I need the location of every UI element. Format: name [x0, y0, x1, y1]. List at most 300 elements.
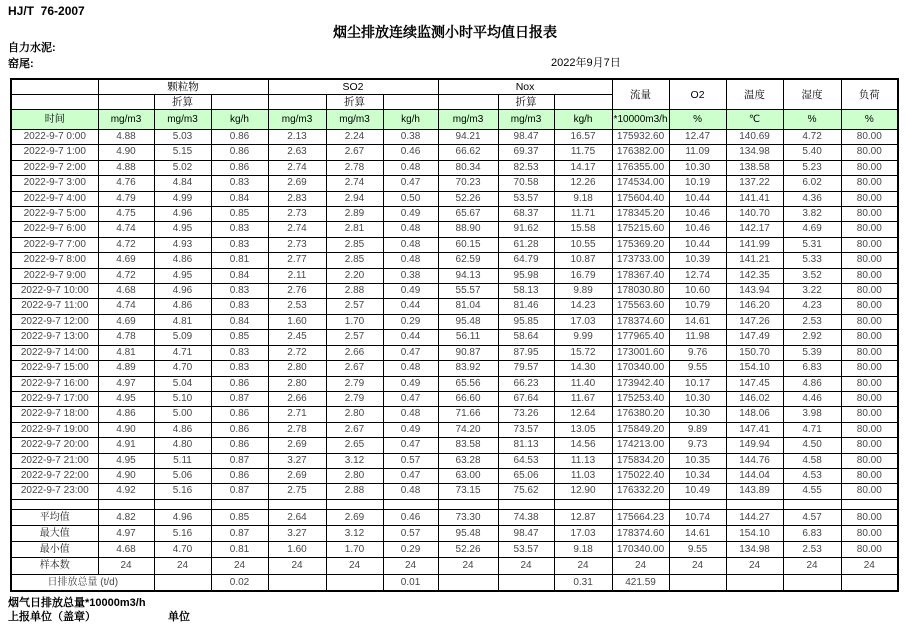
value-cell [726, 574, 783, 591]
value-cell: 4.88 [98, 160, 154, 175]
value-cell: 66.62 [438, 145, 498, 160]
value-cell: 80.00 [841, 438, 898, 453]
value-cell: 9.18 [554, 542, 612, 558]
value-cell: 2.92 [783, 330, 841, 345]
unit-cell: mg/m3 [154, 110, 211, 130]
time-cell: 2022-9-7 0:00 [11, 130, 98, 145]
value-cell: 2.74 [268, 160, 326, 175]
value-cell: 1.70 [326, 314, 383, 329]
hourly-row [11, 160, 898, 175]
value-cell: 11.98 [669, 330, 726, 345]
value-cell: 4.72 [98, 268, 154, 283]
value-cell: 74.38 [498, 509, 554, 525]
header-load: 负荷 [841, 79, 898, 110]
time-cell: 2022-9-7 20:00 [11, 438, 98, 453]
daily-total-label: 日排放总量 (t/d) [11, 574, 154, 591]
value-cell: 178374.60 [612, 525, 669, 541]
empty-cell [554, 95, 612, 110]
value-cell: 10.60 [669, 284, 726, 299]
summary-label: 平均值 [11, 509, 98, 525]
value-cell: 4.88 [98, 130, 154, 145]
header-flow: 流量 [612, 79, 669, 110]
value-cell: 2.53 [783, 314, 841, 329]
value-cell: 0.48 [383, 222, 438, 237]
value-cell: 0.86 [211, 145, 268, 160]
value-cell: 4.68 [98, 284, 154, 299]
value-cell: 75.62 [498, 484, 554, 499]
group-header-pm: 颗粒物 [98, 79, 268, 95]
value-cell: 4.95 [98, 391, 154, 406]
summary-row [11, 558, 898, 574]
value-cell: 174534.00 [612, 176, 669, 191]
value-cell: 140.70 [726, 207, 783, 222]
value-cell: 80.00 [841, 145, 898, 160]
value-cell: 4.78 [98, 330, 154, 345]
value-cell: 10.46 [669, 222, 726, 237]
value-cell: 0.49 [383, 207, 438, 222]
value-cell: 0.49 [383, 422, 438, 437]
empty-cell [498, 499, 554, 509]
value-cell: 5.11 [154, 453, 211, 468]
value-cell: 10.79 [669, 299, 726, 314]
value-cell: 81.46 [498, 299, 554, 314]
value-cell: 24 [783, 558, 841, 574]
value-cell: 3.22 [783, 284, 841, 299]
value-cell: 4.84 [154, 176, 211, 191]
unit-cell: kg/h [211, 110, 268, 130]
value-cell: 2.78 [268, 422, 326, 437]
value-cell: 24 [438, 558, 498, 574]
value-cell: 4.76 [98, 176, 154, 191]
value-cell: 170340.00 [612, 542, 669, 558]
value-cell: 173733.00 [612, 253, 669, 268]
value-cell: 73.57 [498, 422, 554, 437]
value-cell: 24 [612, 558, 669, 574]
hourly-row [11, 330, 898, 345]
value-cell: 95.85 [498, 314, 554, 329]
empty-cell [211, 499, 268, 509]
value-cell: 98.47 [498, 525, 554, 541]
value-cell: 24 [841, 558, 898, 574]
value-cell: 173942.40 [612, 376, 669, 391]
value-cell: 0.29 [383, 542, 438, 558]
value-cell: 2.13 [268, 130, 326, 145]
value-cell: 2.53 [783, 542, 841, 558]
value-cell: 11.13 [554, 453, 612, 468]
value-cell: 12.64 [554, 407, 612, 422]
value-cell: 4.69 [783, 222, 841, 237]
value-cell: 4.57 [783, 509, 841, 525]
value-cell: 0.84 [211, 191, 268, 206]
value-cell: 0.49 [383, 284, 438, 299]
value-cell: 2.69 [268, 176, 326, 191]
value-cell: 2.88 [326, 484, 383, 499]
value-cell: 67.64 [498, 391, 554, 406]
empty-cell [383, 95, 438, 110]
value-cell: 4.96 [154, 509, 211, 525]
value-cell: 5.15 [154, 145, 211, 160]
value-cell: 175253.40 [612, 391, 669, 406]
summary-rows [11, 499, 898, 591]
value-cell: 24 [498, 558, 554, 574]
value-cell: 88.90 [438, 222, 498, 237]
value-cell: 0.83 [211, 237, 268, 252]
value-cell: 2.80 [268, 361, 326, 376]
value-cell: 5.16 [154, 484, 211, 499]
value-cell: 80.00 [841, 207, 898, 222]
value-cell: 0.86 [211, 422, 268, 437]
value-cell: 0.85 [211, 330, 268, 345]
value-cell: 178367.40 [612, 268, 669, 283]
value-cell: 0.29 [383, 314, 438, 329]
time-cell: 2022-9-7 8:00 [11, 253, 98, 268]
value-cell: 141.41 [726, 191, 783, 206]
value-cell: 1.70 [326, 542, 383, 558]
value-cell: 2.85 [326, 253, 383, 268]
header-temperature: 温度 [726, 79, 783, 110]
unit-cell: kg/h [383, 110, 438, 130]
value-cell: 5.16 [154, 525, 211, 541]
unit-label: 单位 [168, 611, 190, 623]
value-cell: 80.00 [841, 391, 898, 406]
value-cell: 0.87 [211, 453, 268, 468]
value-cell: 10.87 [554, 253, 612, 268]
unit-cell: kg/h [554, 110, 612, 130]
value-cell: 149.94 [726, 438, 783, 453]
value-cell: 70.58 [498, 176, 554, 191]
header-time: 时间 [11, 110, 98, 130]
unit-cell: *10000m3/h [612, 110, 669, 130]
value-cell: 10.35 [669, 453, 726, 468]
value-cell: 177965.40 [612, 330, 669, 345]
value-cell: 178345.20 [612, 207, 669, 222]
empty-cell [383, 499, 438, 509]
value-cell: 2.83 [268, 191, 326, 206]
value-cell: 80.00 [841, 376, 898, 391]
value-cell: 4.93 [154, 237, 211, 252]
value-cell: 9.76 [669, 345, 726, 360]
hourly-row [11, 207, 898, 222]
value-cell: 64.53 [498, 453, 554, 468]
value-cell: 9.73 [669, 438, 726, 453]
hourly-row [11, 299, 898, 314]
hourly-row [11, 345, 898, 360]
value-cell: 2.20 [326, 268, 383, 283]
value-cell: 4.96 [154, 284, 211, 299]
time-cell: 2022-9-7 16:00 [11, 376, 98, 391]
value-cell: 2.72 [268, 345, 326, 360]
value-cell: 10.17 [669, 376, 726, 391]
page-title: 烟尘排放连续监测小时平均值日报表 [333, 24, 557, 40]
value-cell: 12.47 [669, 130, 726, 145]
value-cell: 95.48 [438, 525, 498, 541]
value-cell: 0.83 [211, 345, 268, 360]
value-cell: 0.86 [211, 407, 268, 422]
value-cell: 175664.23 [612, 509, 669, 525]
value-cell [783, 574, 841, 591]
empty-cell [841, 499, 898, 509]
value-cell: 1.60 [268, 542, 326, 558]
value-cell: 154.10 [726, 361, 783, 376]
value-cell: 1.60 [268, 314, 326, 329]
value-cell: 148.06 [726, 407, 783, 422]
value-cell: 5.39 [783, 345, 841, 360]
hourly-row [11, 176, 898, 191]
value-cell: 2.69 [326, 509, 383, 525]
value-cell: 24 [726, 558, 783, 574]
value-cell: 12.90 [554, 484, 612, 499]
value-cell: 2.67 [326, 361, 383, 376]
value-cell: 70.23 [438, 176, 498, 191]
value-cell: 2.63 [268, 145, 326, 160]
value-cell: 24 [554, 558, 612, 574]
value-cell: 0.86 [211, 438, 268, 453]
value-cell: 4.91 [98, 438, 154, 453]
value-cell: 0.83 [211, 284, 268, 299]
hourly-row [11, 422, 898, 437]
value-cell: 10.44 [669, 237, 726, 252]
value-cell: 80.00 [841, 237, 898, 252]
empty-cell [669, 499, 726, 509]
value-cell: 0.57 [383, 525, 438, 541]
value-cell: 154.10 [726, 525, 783, 541]
value-cell: 24 [383, 558, 438, 574]
value-cell: 0.87 [211, 525, 268, 541]
empty-cell [211, 95, 268, 110]
summary-label: 样本数 [11, 558, 98, 574]
value-cell: 143.89 [726, 484, 783, 499]
value-cell: 4.71 [154, 345, 211, 360]
value-cell: 142.35 [726, 268, 783, 283]
value-cell: 60.15 [438, 237, 498, 252]
value-cell: 2.81 [326, 222, 383, 237]
value-cell: 4.53 [783, 468, 841, 483]
value-cell: 134.98 [726, 542, 783, 558]
value-cell: 10.30 [669, 391, 726, 406]
value-cell: 0.81 [211, 253, 268, 268]
value-cell: 4.71 [783, 422, 841, 437]
report-date: 2022年9月7日 [551, 57, 621, 69]
value-cell: 4.97 [98, 525, 154, 541]
value-cell: 175215.60 [612, 222, 669, 237]
value-cell: 0.83 [211, 361, 268, 376]
value-cell: 0.48 [383, 407, 438, 422]
value-cell: 2.75 [268, 484, 326, 499]
value-cell: 10.34 [669, 468, 726, 483]
value-cell: 65.67 [438, 207, 498, 222]
value-cell: 0.48 [383, 361, 438, 376]
time-cell: 2022-9-7 4:00 [11, 191, 98, 206]
value-cell: 4.86 [154, 253, 211, 268]
time-cell: 2022-9-7 13:00 [11, 330, 98, 345]
value-cell: 0.01 [383, 574, 438, 591]
value-cell: 11.71 [554, 207, 612, 222]
value-cell: 82.53 [498, 160, 554, 175]
time-cell: 2022-9-7 7:00 [11, 237, 98, 252]
value-cell: 2.94 [326, 191, 383, 206]
value-cell: 0.50 [383, 191, 438, 206]
value-cell: 2.69 [268, 468, 326, 483]
value-cell: 24 [211, 558, 268, 574]
empty-cell [726, 499, 783, 509]
summary-row [11, 542, 898, 558]
value-cell: 9.18 [554, 191, 612, 206]
value-cell: 2.73 [268, 207, 326, 222]
value-cell: 55.57 [438, 284, 498, 299]
value-cell: 56.11 [438, 330, 498, 345]
value-cell: 2.45 [268, 330, 326, 345]
value-cell: 143.94 [726, 284, 783, 299]
hourly-row [11, 222, 898, 237]
value-cell: 11.03 [554, 468, 612, 483]
value-cell: 0.47 [383, 468, 438, 483]
value-cell: 0.84 [211, 314, 268, 329]
value-cell: 80.00 [841, 222, 898, 237]
empty-cell [11, 79, 98, 95]
hourly-row [11, 453, 898, 468]
value-cell: 2.89 [326, 207, 383, 222]
value-cell: 94.13 [438, 268, 498, 283]
value-cell: 2.71 [268, 407, 326, 422]
value-cell: 173001.60 [612, 345, 669, 360]
value-cell: 80.00 [841, 268, 898, 283]
value-cell: 4.86 [783, 376, 841, 391]
value-cell: 74.20 [438, 422, 498, 437]
value-cell: 4.55 [783, 484, 841, 499]
hourly-row [11, 314, 898, 329]
time-cell: 2022-9-7 22:00 [11, 468, 98, 483]
value-cell: 80.00 [841, 160, 898, 175]
value-cell: 73.30 [438, 509, 498, 525]
value-cell: 5.00 [154, 407, 211, 422]
value-cell: 0.86 [211, 376, 268, 391]
value-cell: 12.26 [554, 176, 612, 191]
value-cell: 91.62 [498, 222, 554, 237]
converted-label-nox: 折算 [498, 95, 554, 110]
daily-total-row [11, 574, 898, 591]
hourly-row [11, 284, 898, 299]
value-cell: 2.67 [326, 145, 383, 160]
value-cell: 6.83 [783, 525, 841, 541]
value-cell: 14.30 [554, 361, 612, 376]
empty-cell [11, 499, 98, 509]
report-unit-label: 上报单位（盖章） [8, 611, 96, 623]
value-cell: 80.00 [841, 330, 898, 345]
value-cell: 12.87 [554, 509, 612, 525]
value-cell: 10.30 [669, 160, 726, 175]
value-cell: 66.60 [438, 391, 498, 406]
value-cell: 4.74 [98, 222, 154, 237]
value-cell: 15.72 [554, 345, 612, 360]
value-cell: 137.22 [726, 176, 783, 191]
standard-code: HJ/T 76-2007 [8, 4, 85, 18]
value-cell: 80.00 [841, 299, 898, 314]
value-cell: 2.57 [326, 299, 383, 314]
value-cell: 147.45 [726, 376, 783, 391]
value-cell: 80.00 [841, 525, 898, 541]
value-cell: 4.81 [98, 345, 154, 360]
value-cell: 4.69 [98, 253, 154, 268]
value-cell: 11.75 [554, 145, 612, 160]
value-cell: 0.02 [211, 574, 268, 591]
value-cell: 2.67 [326, 422, 383, 437]
converted-label-so2: 折算 [326, 95, 383, 110]
value-cell: 176355.00 [612, 160, 669, 175]
value-cell: 81.04 [438, 299, 498, 314]
value-cell: 90.87 [438, 345, 498, 360]
value-cell: 4.79 [98, 191, 154, 206]
value-cell: 0.86 [211, 160, 268, 175]
value-cell: 17.03 [554, 314, 612, 329]
value-cell: 80.00 [841, 468, 898, 483]
value-cell: 14.23 [554, 299, 612, 314]
unit-cell: mg/m3 [98, 110, 154, 130]
group-header-so2: SO2 [268, 79, 438, 95]
value-cell: 0.38 [383, 130, 438, 145]
value-cell: 2.11 [268, 268, 326, 283]
unit-cell: mg/m3 [438, 110, 498, 130]
value-cell: 5.03 [154, 130, 211, 145]
value-cell: 4.86 [98, 407, 154, 422]
value-cell: 62.59 [438, 253, 498, 268]
value-cell: 4.74 [98, 299, 154, 314]
value-cell: 0.85 [211, 207, 268, 222]
value-cell: 80.00 [841, 130, 898, 145]
value-cell: 4.58 [783, 453, 841, 468]
time-cell: 2022-9-7 2:00 [11, 160, 98, 175]
value-cell: 2.88 [326, 284, 383, 299]
value-cell: 69.37 [498, 145, 554, 160]
spacer-row [11, 499, 898, 509]
value-cell [438, 574, 498, 591]
value-cell: 176332.20 [612, 484, 669, 499]
value-cell: 5.04 [154, 376, 211, 391]
hourly-rows [11, 130, 898, 500]
time-cell: 2022-9-7 12:00 [11, 314, 98, 329]
value-cell: 2.78 [326, 160, 383, 175]
time-cell: 2022-9-7 18:00 [11, 407, 98, 422]
value-cell: 2.53 [268, 299, 326, 314]
value-cell: 175563.60 [612, 299, 669, 314]
value-cell: 3.82 [783, 207, 841, 222]
value-cell: 80.00 [841, 361, 898, 376]
value-cell: 9.89 [554, 284, 612, 299]
value-cell: 53.57 [498, 191, 554, 206]
value-cell: 4.90 [98, 468, 154, 483]
value-cell: 4.96 [154, 207, 211, 222]
value-cell: 175834.20 [612, 453, 669, 468]
value-cell: 65.06 [498, 468, 554, 483]
time-cell: 2022-9-7 19:00 [11, 422, 98, 437]
value-cell: 63.28 [438, 453, 498, 468]
hourly-row [11, 468, 898, 483]
time-cell: 2022-9-7 17:00 [11, 391, 98, 406]
value-cell: 16.57 [554, 130, 612, 145]
time-cell: 2022-9-7 5:00 [11, 207, 98, 222]
hourly-row [11, 438, 898, 453]
value-cell: 0.38 [383, 268, 438, 283]
value-cell: 421.59 [612, 574, 669, 591]
value-cell [669, 574, 726, 591]
value-cell: 2.73 [268, 237, 326, 252]
value-cell: 2.69 [268, 438, 326, 453]
value-cell: 80.00 [841, 509, 898, 525]
value-cell: 4.92 [98, 484, 154, 499]
value-cell: 5.10 [154, 391, 211, 406]
value-cell: 0.83 [211, 176, 268, 191]
location-label: 窑尾: [8, 58, 34, 70]
empty-cell [154, 499, 211, 509]
